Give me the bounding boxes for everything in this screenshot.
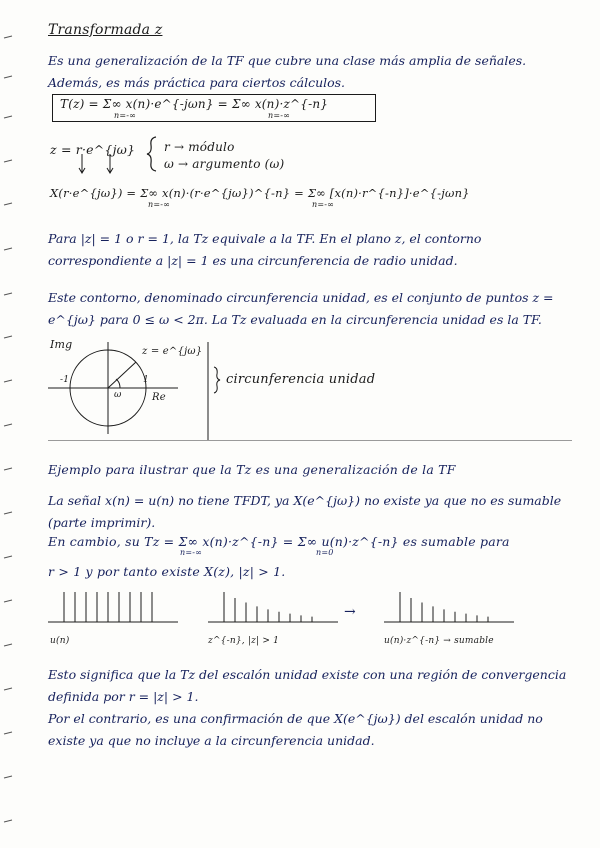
- section-divider: [48, 440, 572, 441]
- radius-vector: [108, 362, 136, 388]
- z-argument-label: ω → argumento (ω): [164, 157, 285, 171]
- curly-brace: [146, 136, 160, 172]
- paragraph-roc: r > 1 y por tanto existe X(z), |z| > 1.: [48, 564, 286, 579]
- equation-tz: T(z) = Σ∞ x(n)·e^{-jωn} = Σ∞ x(n)·z^{-n}: [60, 97, 329, 111]
- paragraph-contour: Este contorno, denominado circunferencia unidad, es el conjunto de puntos z = e^{jω} para 0 ≤ ω < 2π. La Tz evaluada en la circunferencia unidad es la TF.: [48, 290, 554, 327]
- paragraph-unit-radius: Para |z| = 1 o r = 1, la Tz equivale a la TF. En el plano z, el contorno correspondiente a |z| = 1 es una circunferencia de radio unidad.: [48, 231, 482, 268]
- instead-limit-1: n=-∞: [180, 548, 203, 557]
- x-equation-limit-1: n=-∞: [148, 200, 171, 209]
- x-equation: X(r·e^{jω}) = Σ∞ x(n)·(r·e^{jω})^{-n} = Σ∞ [x(n)·r^{-n}]·e^{-jωn}: [50, 186, 470, 200]
- example-title: Ejemplo para ilustrar que la Tz es una generalización de la TF: [48, 462, 456, 477]
- caption-brace: [212, 366, 222, 394]
- paragraph-conclusion: Por el contrario, es una confirmación de que X(e^{jω}) del escalón unidad no existe ya que no incluye a la circunferencia unidad.: [48, 711, 543, 748]
- equation-limit-1: n=-∞: [114, 111, 137, 120]
- margin-marks: [0, 0, 20, 848]
- z-modulus-label: r → módulo: [164, 140, 235, 154]
- unit-circle-caption: circunferencia unidad: [226, 372, 376, 387]
- z-definition: z = r·e^{jω}: [50, 142, 136, 157]
- page-title: Transformada z: [48, 22, 163, 38]
- paragraph-instead: En cambio, su Tz = Σ∞ x(n)·z^{-n} = Σ∞ u(n)·z^{-n} es sumable para: [48, 534, 510, 549]
- plot-arrow: →: [344, 604, 356, 620]
- left-intercept-label: -1: [60, 375, 70, 385]
- paragraph-step-signal: La señal x(n) = u(n) no tiene TFDT, ya X(e^{jω}) no existe ya que no es sumable (parte imprimir).: [48, 493, 562, 530]
- paragraph-meaning: Esto significa que la Tz del escalón unidad existe con una región de convergencia definida por r = |z| > 1.: [48, 667, 567, 704]
- equation-limit-2: n=-∞: [268, 111, 291, 120]
- intro-paragraph: Es una generalización de la TF que cubre una clase más amplia de señales. Además, es más práctica para ciertos cálculos.: [48, 53, 527, 90]
- angle-label: ω: [114, 390, 122, 400]
- right-intercept-label: 1: [143, 375, 149, 385]
- plot-label-u: u(n): [50, 636, 70, 646]
- z-definition-arrows: [80, 150, 140, 180]
- x-equation-limit-2: n=-∞: [312, 200, 335, 209]
- point-label: z = e^{jω}: [142, 346, 203, 357]
- instead-limit-2: n=0: [316, 548, 334, 557]
- real-axis-label: Re: [152, 392, 166, 403]
- stem-plots: [48, 588, 578, 628]
- imag-axis-label: Img: [50, 338, 73, 351]
- plot-label-product: u(n)·z^{-n} → sumable: [384, 636, 494, 646]
- plot-label-z: z^{-n}, |z| > 1: [208, 636, 280, 646]
